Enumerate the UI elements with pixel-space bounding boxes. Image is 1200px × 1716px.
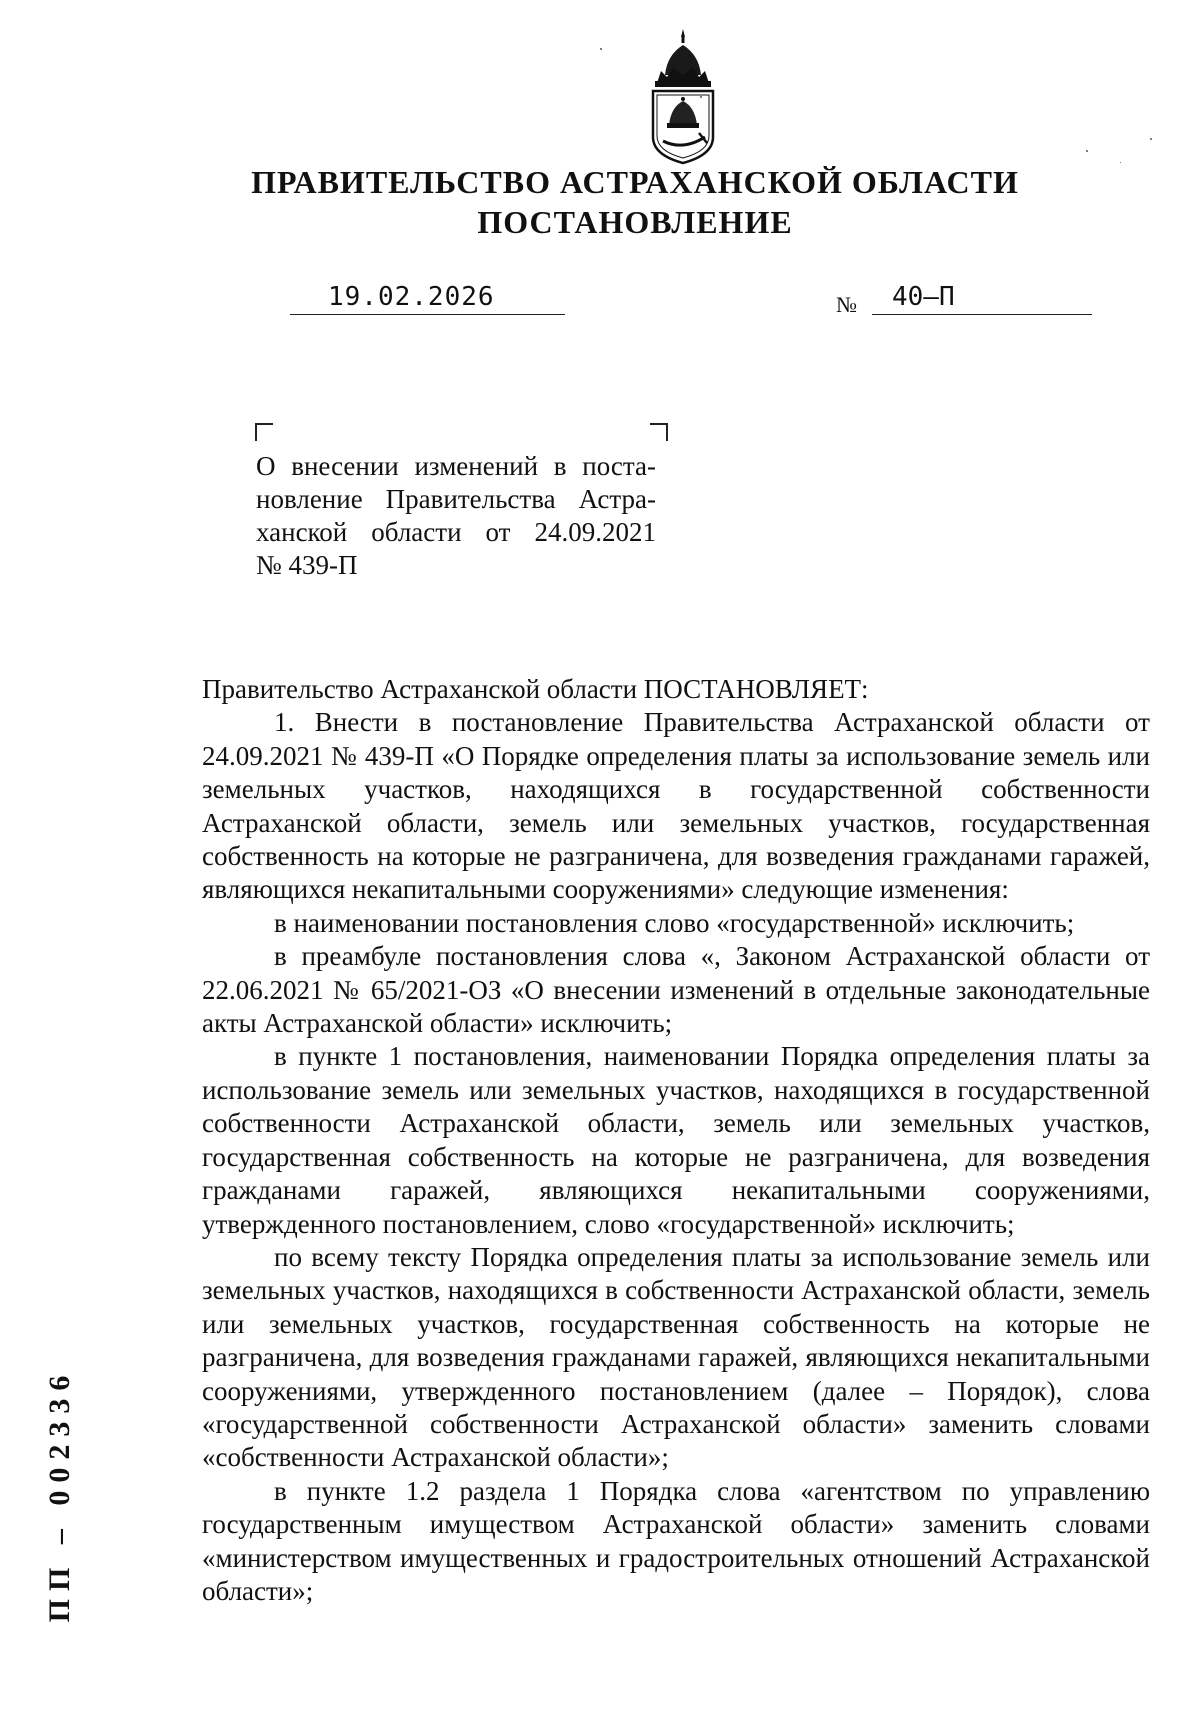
scan-speck	[1086, 150, 1088, 152]
coat-of-arms-emblem	[635, 25, 731, 167]
scan-speck	[600, 48, 602, 50]
body-paragraph: в преамбуле постановления слова «, Законом Астраханской области от 22.06.2021 № 65/2021-ОЗ «О внесении изменений в отдельные законодательные акты Астраханской области» исключить;	[202, 941, 1150, 1039]
document-number: 40–П	[892, 282, 955, 312]
scan-speck	[700, 96, 702, 98]
scan-speck	[1120, 162, 1121, 163]
astrakhan-coat-of-arms-icon	[635, 25, 731, 167]
scan-speck	[1150, 138, 1152, 140]
date-field	[290, 280, 565, 315]
subject-line: № 439-П	[256, 550, 358, 580]
body-paragraph: по всему тексту Порядка определения платы за использование земель или земельных участков, находящихся в собственности Астраханской области, земель или земельных участков, государственная собственность на которые не разграничена, для возведения гражданами гаражей, являющихся некапитальными сооружениями, утвержденного постановлением (далее – Порядок), слова «государственной собственности Астраханской области» заменить словами «собственности Астраханской области»;	[202, 1241, 1150, 1473]
document-date: 19.02.2026	[328, 282, 495, 312]
number-sign: №	[836, 292, 857, 317]
subject-line: новление Правительства Астра-	[256, 484, 656, 514]
subject-line: О внесении изменений в поста-	[256, 451, 656, 481]
body-paragraph: в пункте 1 постановления, наименовании Порядка определения платы за использование земель или земельных участков, находящихся в государственной собственности Астраханской области, земель или земельных участков, государственная собственность на которые не разграничена, для возведения гражданами гаражей, являющихся некапитальными сооружениями, утвержденного постановлением, слово «государственной» исключить;	[202, 1041, 1150, 1239]
body-paragraph: в наименовании постановления слово «государственной» исключить;	[274, 907, 1075, 938]
number-field	[872, 280, 1092, 315]
body-paragraph: в пункте 1.2 раздела 1 Порядка слова «агентством по управлению государственным имуществом Астраханской области» заменить словами «министерством имущественных и градостроительных отношений Астраханской области»;	[202, 1475, 1150, 1606]
document-type-title: ПОСТАНОВЛЕНИЕ	[477, 204, 793, 240]
document-heading	[200, 162, 1070, 242]
document-body	[202, 673, 1150, 1608]
subject-corner-right	[650, 423, 668, 441]
body-paragraph: 1. Внести в постановление Правительства Астраханской области от 24.09.2021 № 439-П «О Порядке определения платы за использование земель или земельных участков, находящихся в государственной собственности Астраханской области, земель или земельных участков, государственная собственность на которые не разграничена, для возведения гражданами гаражей, являющихся некапитальными сооружениями» следующие изменения:	[202, 707, 1150, 905]
document-subject	[256, 450, 656, 582]
authority-title: ПРАВИТЕЛЬСТВО АСТРАХАНСКОЙ ОБЛАСТИ	[251, 164, 1019, 200]
resolution-preamble: Правительство Астраханской области ПОСТАНОВЛЯЕТ:	[202, 674, 869, 704]
serial-text: ПП – 002336	[43, 1367, 76, 1623]
subject-corner-left	[255, 423, 273, 441]
subject-line: ханской области от 24.09.2021	[256, 517, 656, 547]
form-serial-number	[30, 1360, 90, 1630]
